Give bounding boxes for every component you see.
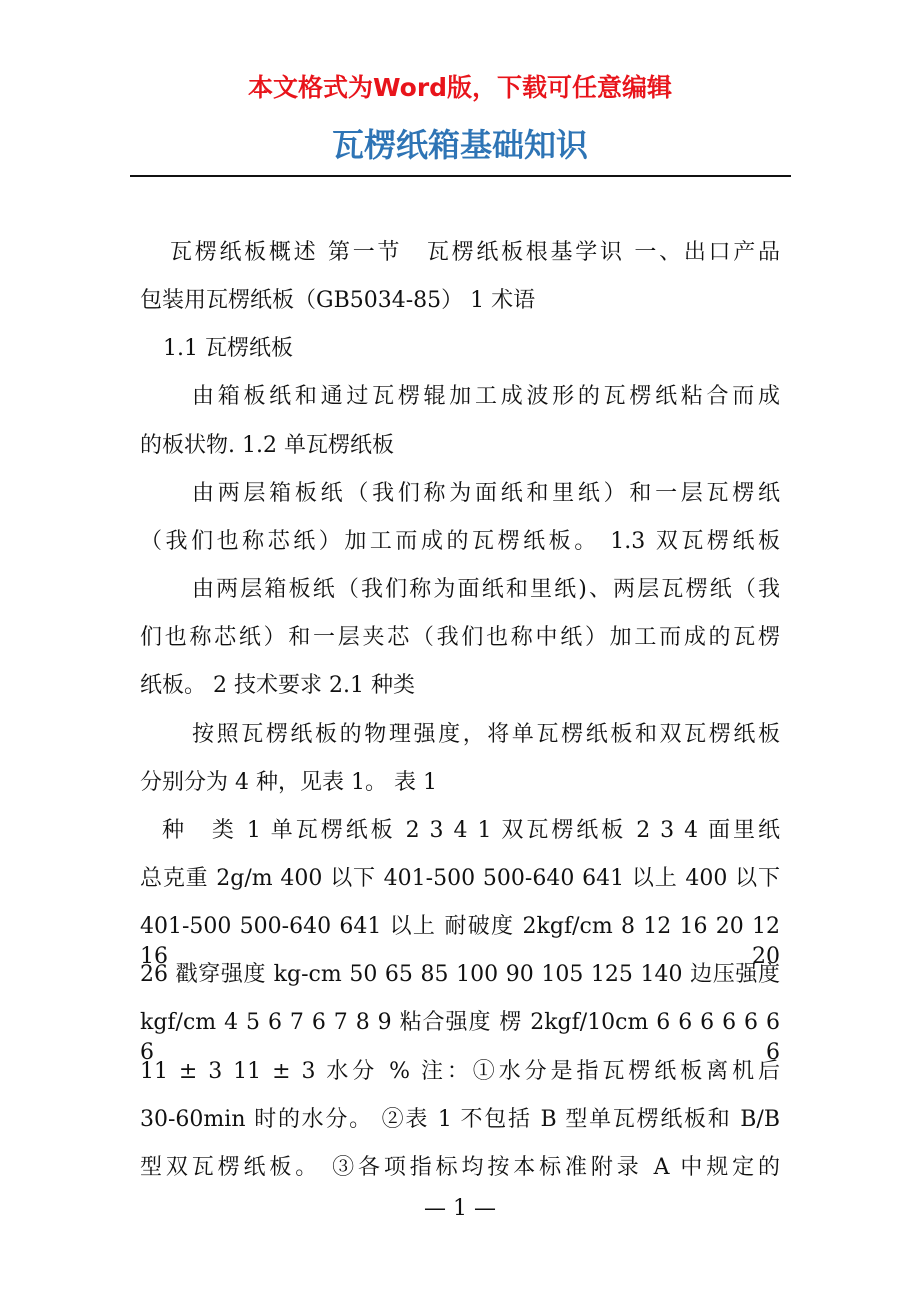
text-line: 种 类 1 单瓦楞纸板 2 3 4 1 双瓦楞纸板 2 3 4 面里纸 [162, 817, 780, 843]
text-line: 总克重 2g/m 400 以下 401-500 500-640 641 以上 400 以下 [140, 865, 780, 891]
text-line: 由两层箱板纸（我们称为面纸和里纸)、两层瓦楞纸（我 [192, 577, 780, 603]
text-line: 26 戳穿强度 kg-cm 50 65 85 100 90 105 125 140 边压强度 [140, 962, 780, 988]
text-line: 1.1 瓦楞纸板 [163, 336, 293, 362]
text-line: 由箱板纸和通过瓦楞辊加工成波形的瓦楞纸粘合而成 [192, 384, 780, 410]
page-number: — 1 — [424, 1196, 496, 1221]
title-divider [130, 175, 791, 177]
document-title: 瓦楞纸箱基础知识 [331, 126, 588, 164]
text-line: 分别分为 4 种，见表 1。 表 1 [140, 769, 437, 795]
text-line: 瓦楞纸板概述 第一节 瓦楞纸板根基学识 一、出口产品 [170, 240, 780, 265]
text-line: 按照瓦楞纸板的物理强度，将单瓦楞纸板和双瓦楞纸板 [192, 721, 780, 747]
text-line: （我们也称芯纸）加工而成的瓦楞纸板。 1.3 双瓦楞纸板 [140, 528, 780, 554]
text-line: 30-60min 时的水分。 ②表 1 不包括 B 型单瓦楞纸板和 B/B [140, 1106, 780, 1132]
text-line: 们也称芯纸）和一层夹芯（我们也称中纸）加工而成的瓦楞 [140, 625, 780, 651]
text-line: 由两层箱板纸（我们称为面纸和里纸）和一层瓦楞纸 [192, 480, 780, 506]
word-format-banner: 本文格式为Word版，下载可任意编辑 [247, 73, 673, 102]
text-line: 的板状物. 1.2 单瓦楞纸板 [140, 432, 394, 458]
text-line: 型双瓦楞纸板。 ③各项指标均按本标准附录 A 中规定的 [140, 1154, 780, 1180]
text-line: kgf/cm 4 5 6 7 6 7 8 9 粘合强度 楞 2kgf/10cm 6 6 6 6 6 6 6 6 [140, 1010, 780, 1066]
text-line: 11 ± 3 11 ± 3 水分 % 注：①水分是指瓦楞纸板离机后 [140, 1058, 780, 1084]
text-line: 401-500 500-640 641 以上 耐破度 2kgf/cm 8 12 16 20 12 16 20 [140, 914, 780, 970]
text-line: 包装用瓦楞纸板（GB5034-85） 1 术语 [140, 288, 536, 314]
text-line: 纸板。 2 技术要求 2.1 种类 [140, 673, 415, 699]
